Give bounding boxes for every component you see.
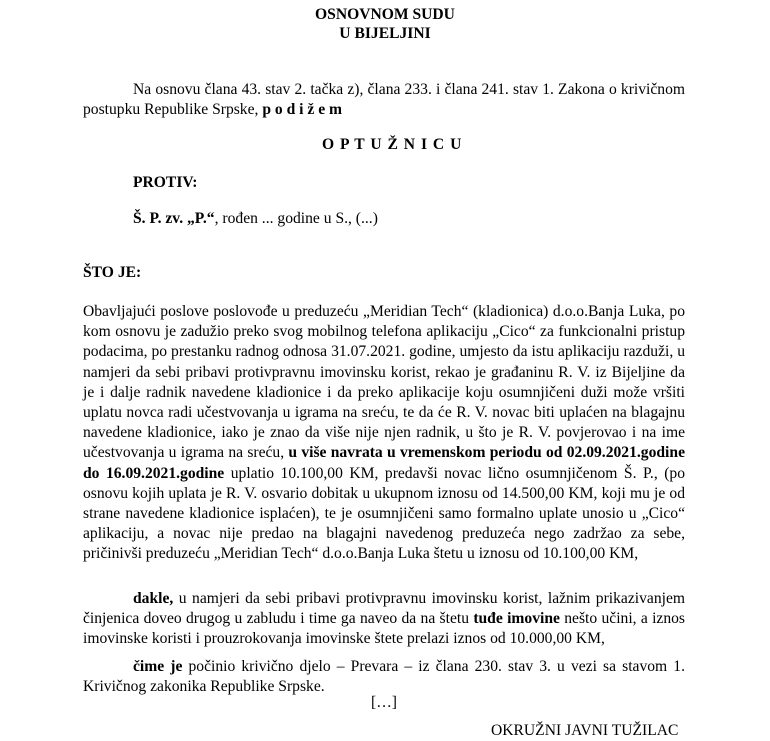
intro-paragraph	[83, 80, 685, 120]
intro-text: Na osnovu člana 43. stav 2. tačka z), člana 233. i člana 241. stav 1. Zakona o krivičnom postupku Republike Srpske,	[83, 81, 685, 119]
accused-name: Š. P. zv. „P.“	[133, 210, 215, 227]
dakle-bold2: tuđe imovine	[473, 610, 560, 628]
cime-paragraph	[83, 657, 685, 697]
dakle-bold: dakle,	[133, 590, 174, 607]
dakle-text2: nešto učini, a iznos imovinske koristi i prouzrokovanja imovinske štete prelazi iznos od 10.000,00 KM,	[83, 610, 686, 648]
facts-text-end: uplatio 10.100,00 KM, predavši novac lično osumnjičenom Š. P., (po osnovu kojih uplata je R. V. osvario dobitak u ukupnom iznosu od 14.500,00 KM, koji mu je od strane navedene kladionice isplaćen), te je osumnjičeni samo formalno uplate unosio u „Cico“ aplikaciju, a novac nije predao na blagajni navedenog preduzeća nego zadržao za sebe, pričinivši preduzeću „Meridian Tech“ d.o.o.Banja Luka štetu u iznosu od 10.100,00 KM,	[83, 464, 685, 563]
dakle-text1: u namjeri da sebi pribavi protivpravnu imovinsku korist, lažnim prikazivanjem činjenica doveo drugog u zabludu i time ga naveo da na štetu	[83, 590, 685, 628]
what-label: ŠTO JE:	[83, 264, 142, 281]
ellipsis: […]	[371, 694, 397, 711]
against-label: PROTIV:	[133, 174, 198, 191]
court-name-line1: OSNOVNOM SUDU	[315, 6, 455, 23]
accused-details: , rođen ... godine u S., (...)	[214, 210, 378, 227]
facts-period: u više navrata u vremenskom periodu od 02.09.2021.godine do 16.09.2021.godine	[83, 444, 685, 482]
facts-paragraph	[83, 302, 685, 565]
cime-bold: čime je	[133, 658, 183, 675]
cime-text: počinio krivično djelo – Prevara – iz člana 230. stav 3. u vezi sa stavom 1. Krivičnog zakonika Republike Srpske.	[83, 658, 685, 696]
document-title: O P T U Ž N I C U	[322, 136, 463, 153]
prosecutor-signature: OKRUŽNI JAVNI TUŽILAC	[491, 722, 679, 739]
facts-text: Obavljajući poslove poslovođe u preduzeću „Meridian Tech“ (kladionica) d.o.o.Banja Luka, po kom osnovu je zadužio preko svog mobilnog telefona aplikaciju „Cico“ za funkcionalni pristup podacima, po prestanku radnog odnosa 31.07.2021. godine, umjesto da istu aplikaciju razduži, u namjeri da sebi pribavi protivpravnu imovinsku korist, rekao je građaninu R. V. iz Bijeljine da je i dalje radnik navedene kladionice i da preko aplikacije koju osumnjičeni duži može vršiti uplatu novca radi učestvovanja u igrama na sreću, te da će R. V. novac biti uplaćen na blagajnu navedene kladionice, iako je znao da više nije njen radnik, u što je R. V. povjerovao i na ime učestvovanja u igrama na sreću,	[83, 303, 685, 462]
dakle-paragraph	[83, 589, 685, 650]
accused-line	[133, 210, 378, 228]
intro-verb: p o d i ž e m	[262, 101, 343, 119]
court-name-line2: U BIJELJINI	[339, 25, 431, 42]
